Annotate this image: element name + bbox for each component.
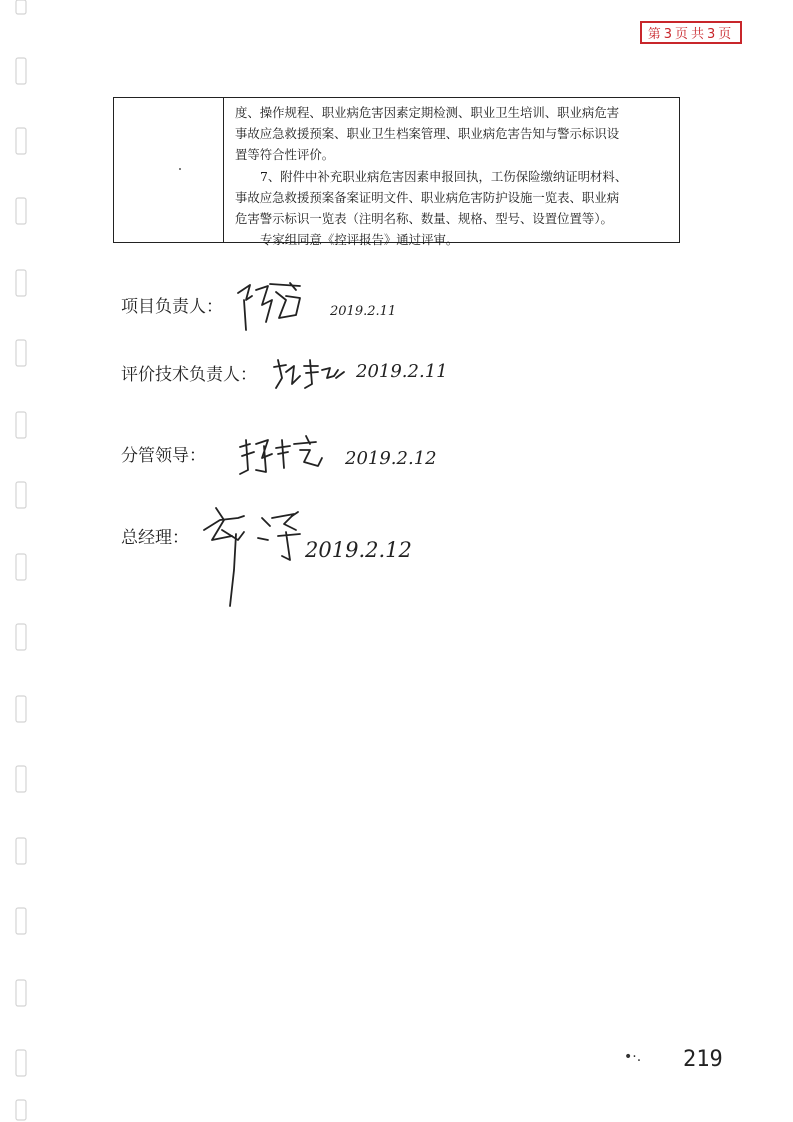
supervisor-signature <box>240 436 322 474</box>
page-number: 219 <box>683 1047 723 1072</box>
content-line: 事故应急救援预案备案证明文件、职业病危害防护设施一览表、职业病 <box>235 189 620 205</box>
page-count-stamp: 第3页共3页 <box>640 21 742 44</box>
supervisor-date: 2019.2.12 <box>345 448 437 469</box>
content-line: 7、附件中补充职业病危害因素申报回执，工伤保险缴纳证明材料、 <box>260 168 628 184</box>
content-line: 置等符合性评价。 <box>235 147 335 163</box>
tech-lead-signature <box>274 360 344 388</box>
speck <box>179 168 181 170</box>
project-lead-date: 2019.2.11 <box>330 304 397 319</box>
table-content-cell <box>224 98 679 248</box>
gm-signature <box>204 508 300 606</box>
project-lead-label: 项目负责人： <box>121 297 223 317</box>
review-comments-table <box>113 97 680 248</box>
supervisor-label: 分管领导： <box>121 446 206 466</box>
tech-lead-label: 评价技术负责人： <box>121 365 257 385</box>
content-line: 度、操作规程、职业病危害因素定期检测、职业卫生培训、职业病危害 <box>235 105 620 120</box>
content-line: 事故应急救援预案、职业卫生档案管理、职业病危害告知与警示标识设 <box>235 126 620 142</box>
table-label-cell <box>114 98 224 242</box>
binding-holes <box>8 0 38 1122</box>
project-lead-signature <box>238 283 300 330</box>
content-line: 专家组同意《控评报告》通过评审。 <box>260 232 459 248</box>
tech-lead-date: 2019.2.11 <box>356 361 448 382</box>
content-line: 危害警示标识一览表（注明名称、数量、规格、型号、设置位置等）。 <box>235 211 613 227</box>
gm-label: 总经理： <box>121 528 189 548</box>
gm-date: 2019.2.12 <box>305 538 412 562</box>
footer-marks: •·. <box>624 1049 642 1065</box>
